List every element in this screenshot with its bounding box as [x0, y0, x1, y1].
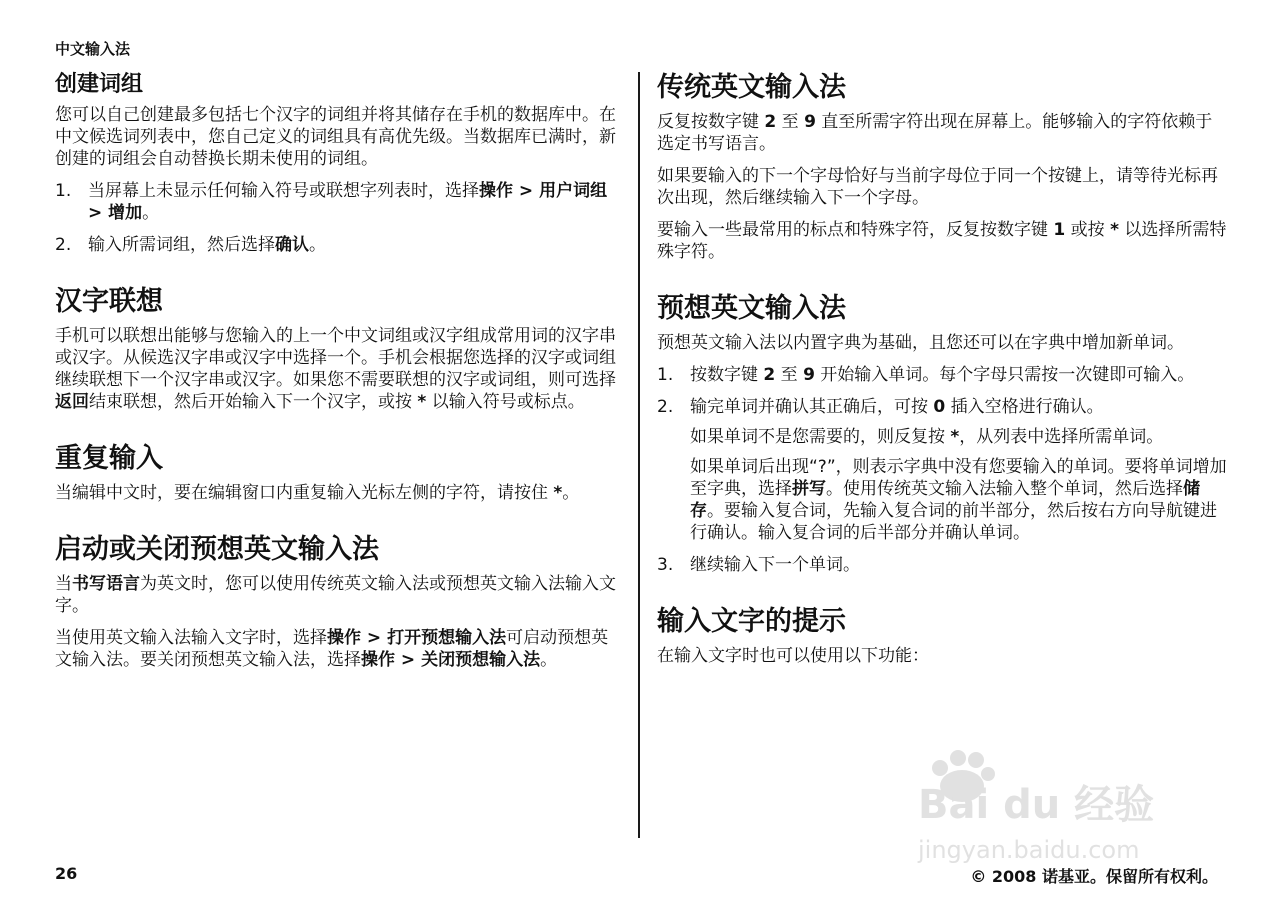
step-text-end: 。 — [309, 235, 326, 255]
tips-intro: 在输入文字时也可以使用以下功能： — [657, 646, 929, 666]
association-text: 手机可以联想出能够与您输入的上一个中文词组或汉字组成常用词的汉字串或汉字。从候选汉字串或汉字中选择一个。手机会根据您选择的汉字或词组继续联想下一个汉字串或汉字。如果您不需要联想的汉字或词组，则可选择返回结束联想，然后开始输入下一个汉字，或按 * 以输入符号或标点。 — [55, 326, 616, 412]
section-toggle-predictive — [55, 532, 625, 671]
section-repeat — [55, 441, 625, 504]
page-number: 26 — [55, 864, 78, 883]
menu-path: 确认 — [275, 235, 309, 255]
step-note-1: 如果单词不是您需要的，则反复按 *，从列表中选择所需单词。 — [690, 427, 1164, 447]
copyright-notice: © 2008 诺基亚。保留所有权利。 — [970, 867, 1218, 886]
heading-predictive: 预想英文输入法 — [657, 293, 846, 324]
heading-association: 汉字联想 — [55, 286, 163, 317]
step-number: 1. — [657, 365, 674, 385]
traditional-text-2: 如果要输入的下一个字母恰好与当前字母位于同一个按键上，请等待光标再次出现，然后继续输入下一个字母。 — [657, 166, 1218, 208]
create-group-steps — [55, 180, 625, 256]
section-tips — [657, 604, 1229, 667]
toggle-text-1: 当书写语言为英文时，您可以使用传统英文输入法或预想英文输入法输入文字。 — [55, 574, 616, 616]
list-item: 3. 继续输入下一个单词。 — [657, 555, 860, 575]
traditional-text-1: 反复按数字键 2 至 9 直至所需字符出现在屏幕上。能够输入的字符依赖于选定书写语言。 — [657, 112, 1213, 154]
toggle-text-2: 当使用英文输入法输入文字时，选择操作 > 打开预想输入法可启动预想英文输入法。要关闭预想英文输入法，选择操作 > 关闭预想输入法。 — [55, 628, 609, 670]
list-item: 1. 按数字键 2 至 9 开始输入单词。每个字母只需按一次键即可输入。 — [657, 365, 1195, 385]
heading-repeat: 重复输入 — [55, 443, 163, 474]
heading-traditional: 传统英文输入法 — [657, 72, 846, 103]
list-item — [55, 180, 625, 224]
baidu-watermark-logo — [900, 740, 1230, 870]
list-item — [55, 234, 625, 256]
step-text-end: 。 — [142, 203, 160, 223]
section-create-group — [55, 70, 625, 256]
step-number: 2. — [657, 397, 674, 417]
heading-toggle-predictive: 启动或关闭预想英文输入法 — [55, 534, 379, 565]
step-number: 2. — [55, 235, 72, 255]
traditional-text-3: 要输入一些最常用的标点和特殊字符，反复按数字键 1 或按 * 以选择所需特殊字符。 — [657, 220, 1227, 262]
step-text: 当屏幕上未显示任何输入符号或联想字列表时，选择 — [88, 181, 479, 201]
repeat-text: 当编辑中文时，要在编辑窗口内重复输入光标左侧的字符，请按住 *。 — [55, 483, 580, 503]
section-association — [55, 284, 625, 413]
list-item: 2. 输完单词并确认其正确后，可按 0 插入空格进行确认。 如果单词不是您需要的，则反复按 *，从列表中选择所需单词。 如果单词后出现“?”，则表示字典中没有您要输入的单词。要将单词增加至字典，选择拼写。使用传统英文输入法输入整个单词，然后选择储存。要输入复合词，先输入复合词的前半部分，然后按右方向导航键进行确认。输入复合词的后半部分并确认单词。 — [657, 396, 1229, 544]
watermark-url: jingyan.baidu.com — [918, 836, 1140, 864]
predictive-steps — [657, 364, 1229, 576]
step-number: 1. — [55, 181, 72, 201]
heading-create-group: 创建词组 — [55, 72, 144, 97]
left-column — [55, 70, 625, 699]
heading-tips: 输入文字的提示 — [657, 606, 846, 637]
step-text: 输入所需词组，然后选择 — [88, 235, 275, 255]
section-predictive — [657, 291, 1229, 576]
column-divider — [638, 72, 640, 838]
running-header: 中文输入法 — [55, 40, 131, 58]
create-group-intro: 您可以自己创建最多包括七个汉字的词组并将其储存在手机的数据库中。在中文候选词列表中，您自己定义的词组具有高优先级。当数据库已满时，新创建的词组会自动替换长期未使用的词组。 — [55, 105, 616, 169]
step-note-2: 如果单词后出现“?”，则表示字典中没有您要输入的单词。要将单词增加至字典，选择拼写。使用传统英文输入法输入整个单词，然后选择储存。要输入复合词，先输入复合词的前半部分，然后按右方向导航键进行确认。输入复合词的后半部分并确认单词。 — [690, 457, 1227, 543]
right-column — [657, 70, 1229, 695]
menu-path: 操作 > 用户词组 > 增加 — [88, 181, 608, 223]
watermark-logo-text: Bai du 经验 — [918, 782, 1155, 828]
section-traditional — [657, 70, 1229, 263]
step-number: 3. — [657, 555, 674, 575]
predictive-intro: 预想英文输入法以内置字典为基础，且您还可以在字典中增加新单词。 — [657, 333, 1184, 353]
